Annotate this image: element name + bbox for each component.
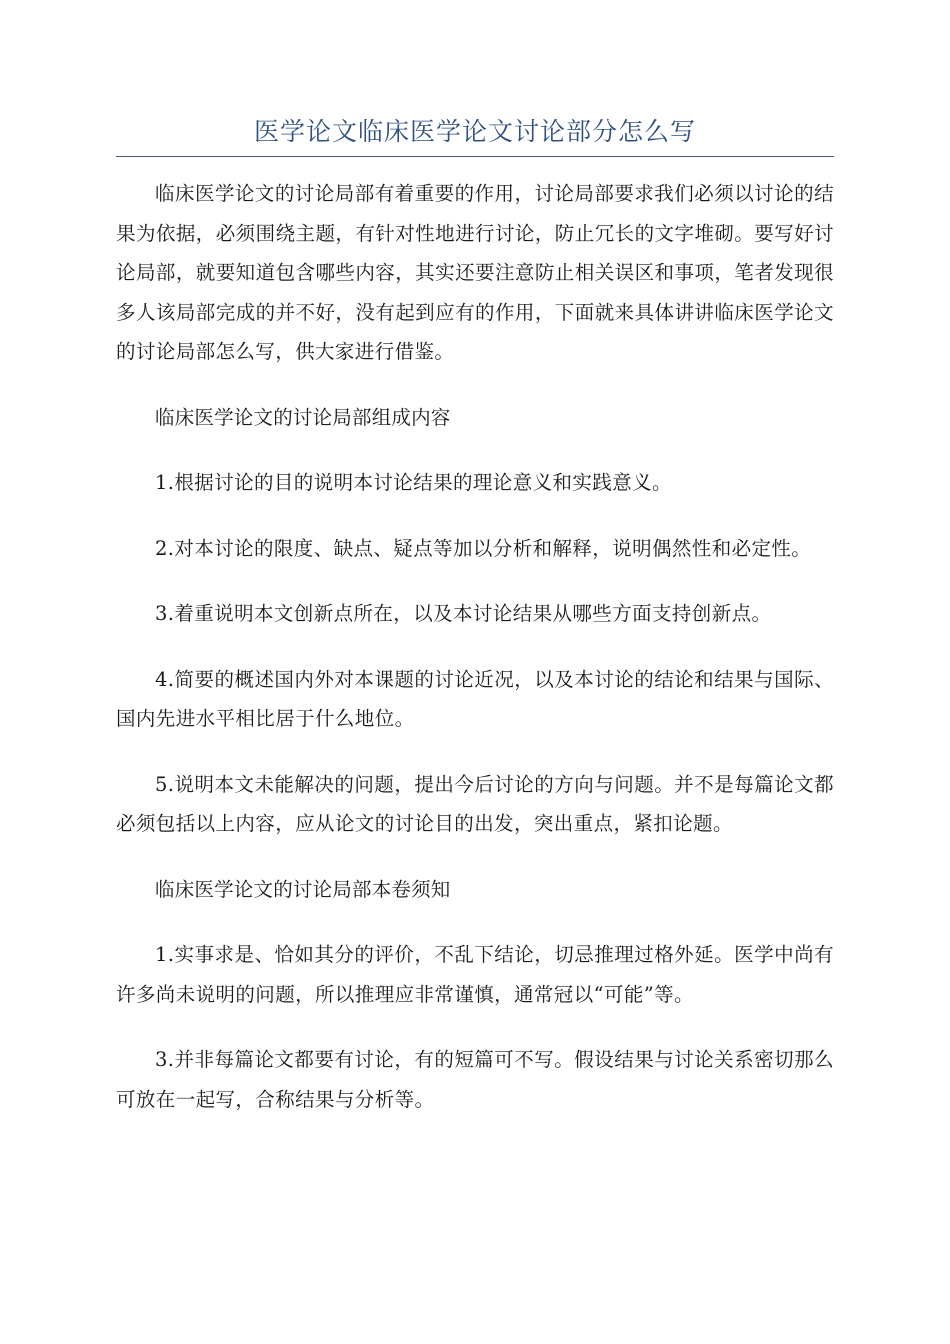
- list-item: 1.根据讨论的目的说明本讨论结果的理论意义和实践意义。: [155, 471, 672, 494]
- intro-paragraph: 临床医学论文的讨论局部有着重要的作用，讨论局部要求我们必须以讨论的结果为依据，必须围绕主题，有针对性地进行讨论，防止冗长的文字堆砌。要写好讨论局部，就要知道包含哪些内容，其实还要注意防止相关误区和事项，笔者发现很多人该局部完成的并不好，没有起到应有的作用，下面就来具体讲讲临床医学论文的讨论局部怎么写，供大家进行借鉴。: [116, 182, 834, 363]
- list-item: 3.着重说明本文创新点所在，以及本讨论结果从哪些方面支持创新点。: [155, 602, 772, 625]
- list-item: 4.简要的概述国内外对本课题的讨论近况，以及本讨论的结论和结果与国际、国内先进水平相比居于什么地位。: [116, 667, 834, 730]
- document-body: [116, 174, 834, 1145]
- list-item: 2.对本讨论的限度、缺点、疑点等加以分析和解释，说明偶然性和必定性。: [155, 536, 812, 560]
- list-item: 3.并非每篇论文都要有讨论，有的短篇可不写。假设结果与讨论关系密切那么可放在一起写，合称结果与分析等。: [116, 1048, 834, 1111]
- section-heading-notes: 临床医学论文的讨论局部本卷须知: [155, 877, 451, 901]
- section-heading-contents: 临床医学论文的讨论局部组成内容: [155, 405, 451, 429]
- document-title: 医学论文临床医学论文讨论部分怎么写: [253, 117, 696, 146]
- list-item: 1.实事求是、恰如其分的评价，不乱下结论，切忌推理过格外延。医学中尚有许多尚未说明的问题，所以推理应非常谨慎，通常冠以“可能”等。: [116, 943, 834, 1006]
- title-block: [116, 112, 834, 157]
- list-item: 5.说明本文未能解决的问题，提出今后讨论的方向与问题。并不是每篇论文都必须包括以上内容，应从论文的讨论目的出发，突出重点，紧扣论题。: [116, 772, 834, 835]
